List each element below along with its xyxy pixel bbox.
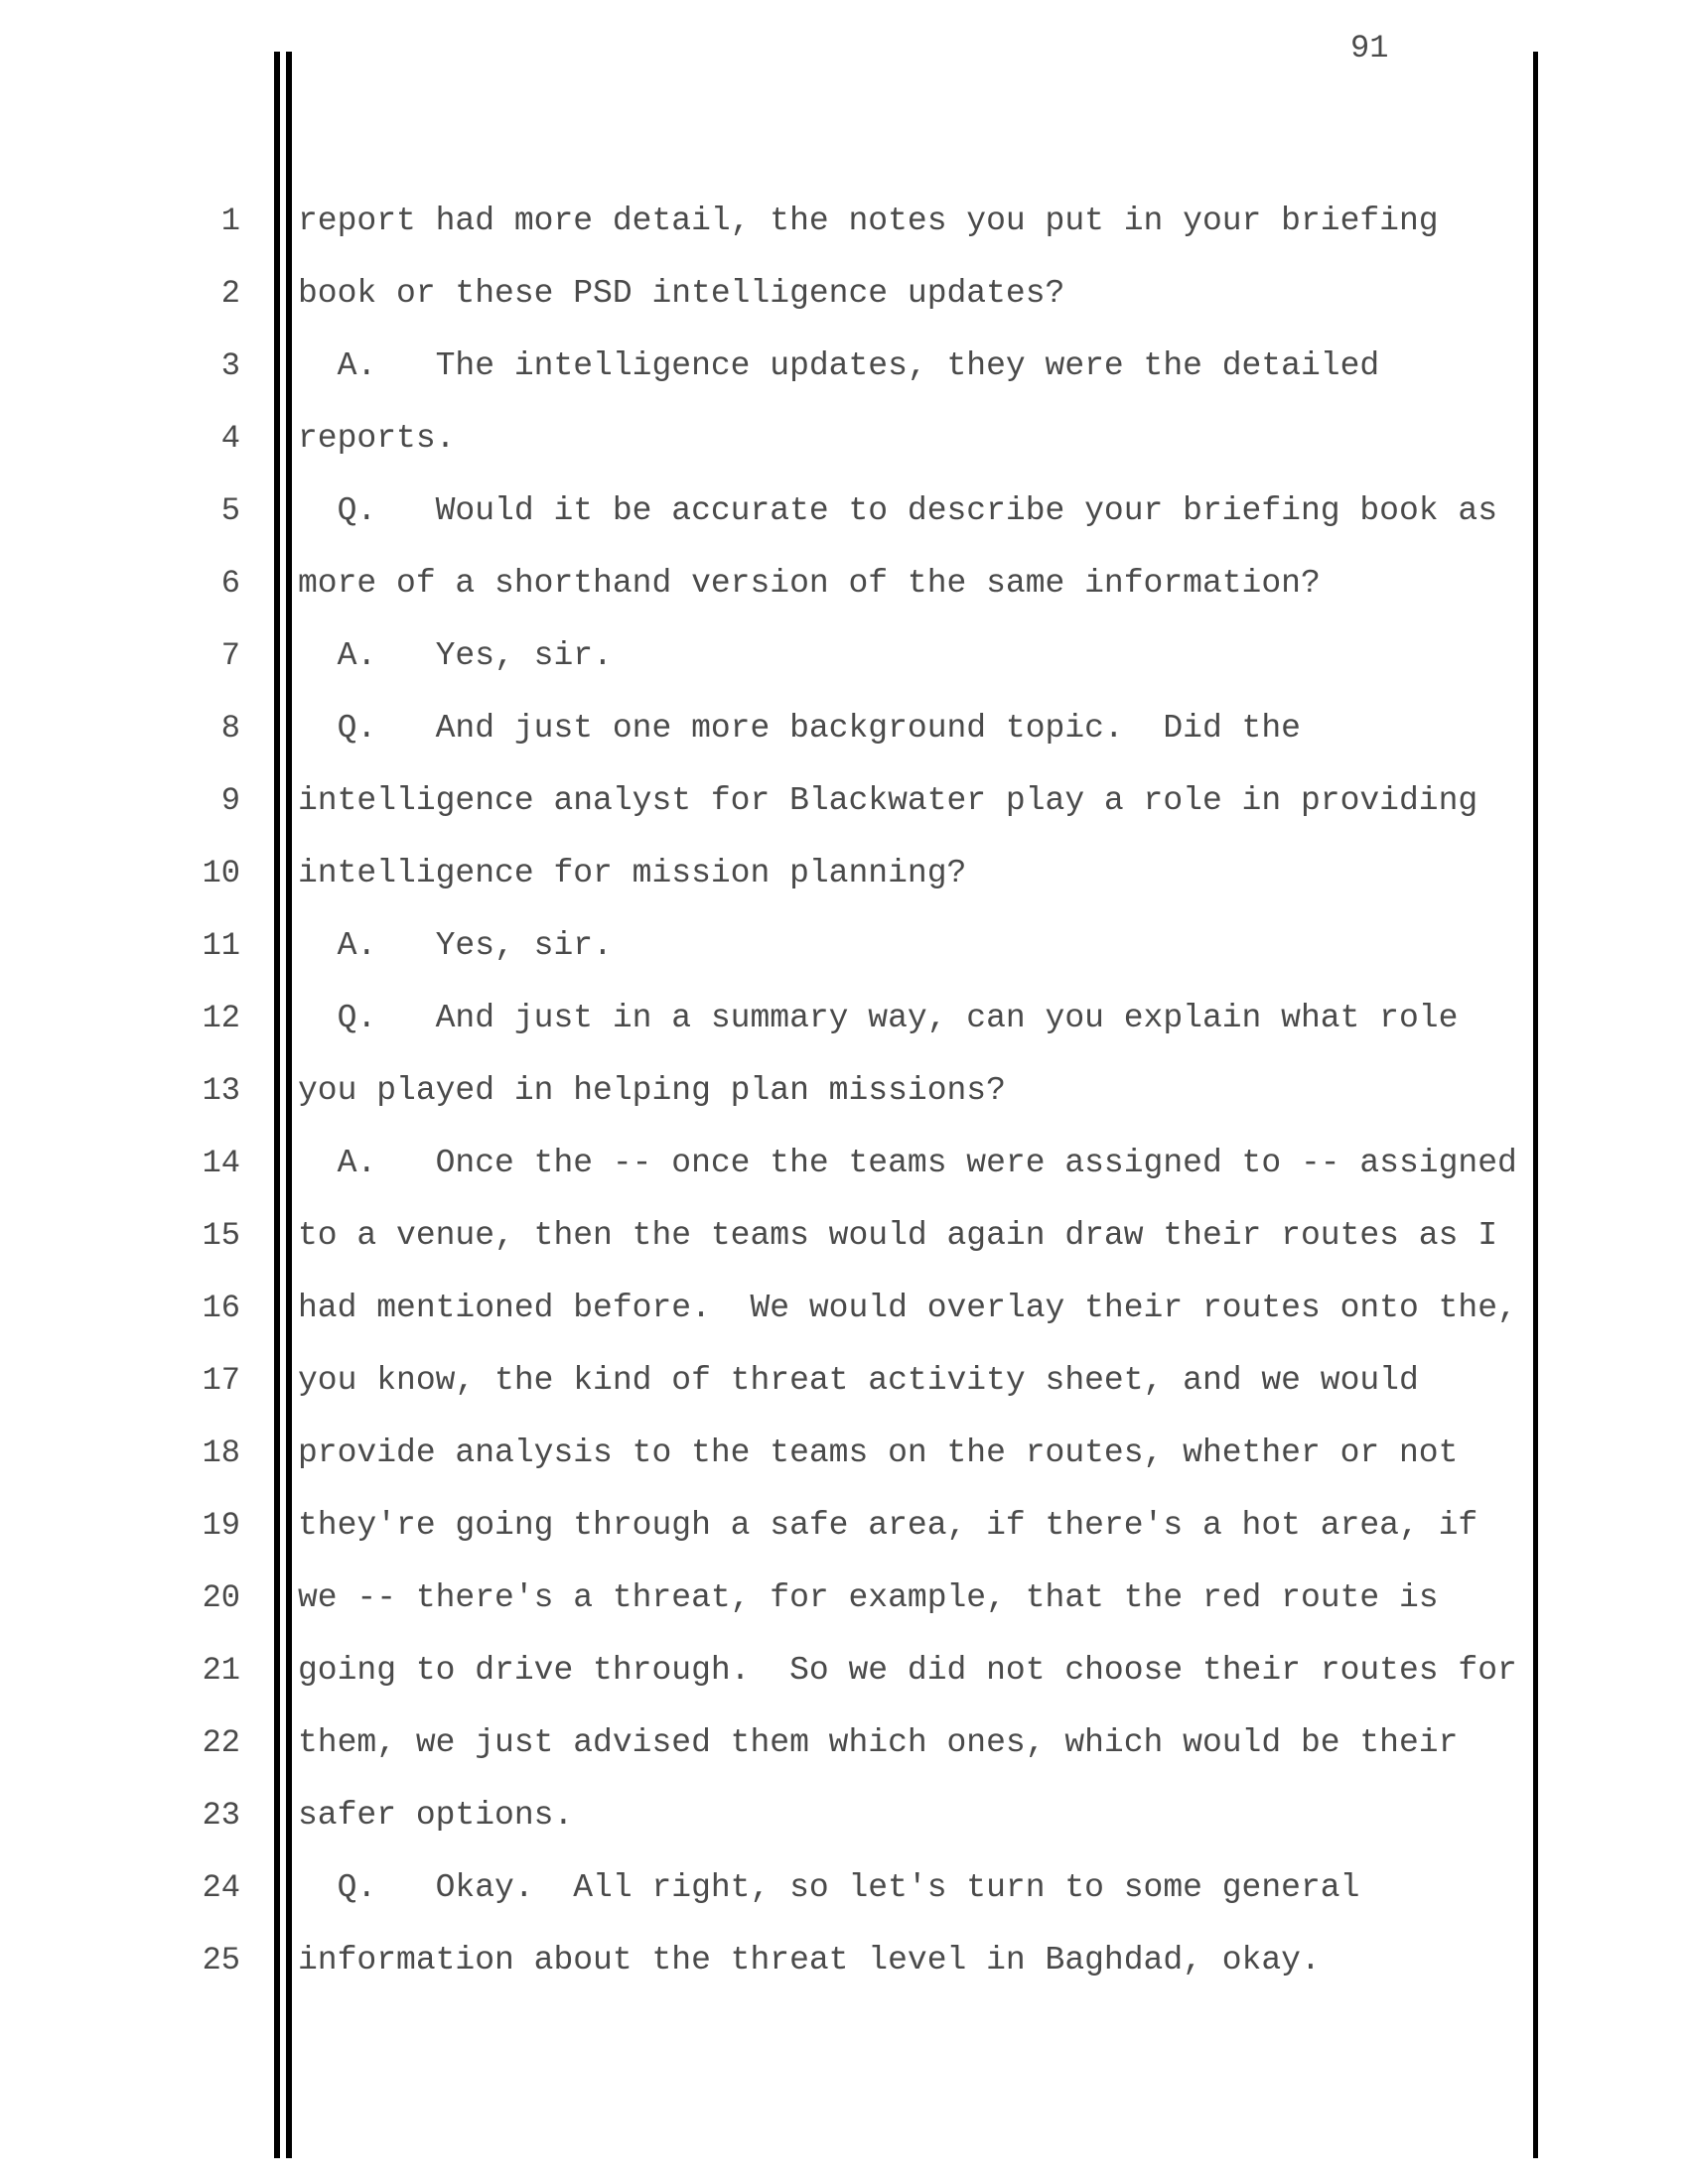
line-number: 14	[202, 1145, 240, 1181]
line-text: you played in helping plan missions?	[298, 1072, 1006, 1109]
line-number: 13	[202, 1072, 240, 1109]
line-text: them, we just advised them which ones, which would be their	[298, 1724, 1459, 1761]
line-number: 1	[220, 203, 240, 239]
line-text: A. Yes, sir.	[298, 927, 613, 964]
line-text: to a venue, then the teams would again draw their routes as I	[298, 1217, 1497, 1254]
line-text: information about the threat level in Baghdad, okay.	[298, 1942, 1321, 1979]
page-number: 91	[1350, 30, 1389, 67]
transcript-line	[0, 916, 1688, 976]
transcript-line	[0, 264, 1688, 324]
transcript-line	[0, 1496, 1688, 1556]
line-number: 9	[220, 782, 240, 819]
line-number: 24	[202, 1869, 240, 1906]
transcript-line	[0, 1279, 1688, 1338]
line-number: 7	[220, 637, 240, 674]
line-text: you know, the kind of threat activity sheet, and we would	[298, 1362, 1419, 1399]
transcript-line	[0, 1786, 1688, 1845]
line-text: reports.	[298, 420, 456, 457]
line-text: had mentioned before. We would overlay their routes onto the,	[298, 1290, 1517, 1326]
transcript-line	[0, 192, 1688, 251]
line-text: book or these PSD intelligence updates?	[298, 275, 1065, 312]
line-number: 23	[202, 1797, 240, 1834]
line-number: 3	[220, 347, 240, 384]
line-text: Q. And just one more background topic. Did the	[298, 710, 1301, 747]
transcript-line	[0, 1713, 1688, 1773]
line-number: 19	[202, 1507, 240, 1544]
transcript-line	[0, 844, 1688, 903]
line-number: 8	[220, 710, 240, 747]
transcript-line	[0, 1061, 1688, 1121]
line-text: A. The intelligence updates, they were the detailed	[298, 347, 1380, 384]
line-text: going to drive through. So we did not choose their routes for	[298, 1652, 1517, 1689]
line-text: provide analysis to the teams on the routes, whether or not	[298, 1434, 1459, 1471]
transcript-line	[0, 1931, 1688, 1990]
transcript-line	[0, 1134, 1688, 1193]
transcript-line	[0, 337, 1688, 396]
line-number: 12	[202, 1000, 240, 1036]
line-text: A. Yes, sir.	[298, 637, 613, 674]
line-number: 5	[220, 492, 240, 529]
transcript-line	[0, 409, 1688, 469]
transcript-line	[0, 699, 1688, 758]
line-text: intelligence for mission planning?	[298, 855, 967, 891]
line-text: intelligence analyst for Blackwater play a role in providing	[298, 782, 1478, 819]
transcript-line	[0, 1858, 1688, 1918]
transcript-line	[0, 989, 1688, 1048]
line-text: Q. And just in a summary way, can you explain what role	[298, 1000, 1459, 1036]
line-text: more of a shorthand version of the same information?	[298, 565, 1321, 602]
line-number: 25	[202, 1942, 240, 1979]
line-number: 18	[202, 1434, 240, 1471]
line-number: 21	[202, 1652, 240, 1689]
line-number: 6	[220, 565, 240, 602]
transcript-line	[0, 1569, 1688, 1628]
line-text: they're going through a safe area, if there's a hot area, if	[298, 1507, 1478, 1544]
transcript-line	[0, 1641, 1688, 1701]
line-text: Q. Okay. All right, so let's turn to some general	[298, 1869, 1360, 1906]
line-text: safer options.	[298, 1797, 574, 1834]
line-number: 4	[220, 420, 240, 457]
line-number: 16	[202, 1290, 240, 1326]
line-number: 10	[202, 855, 240, 891]
line-text: report had more detail, the notes you put in your briefing	[298, 203, 1439, 239]
line-number: 15	[202, 1217, 240, 1254]
line-number: 22	[202, 1724, 240, 1761]
transcript-line	[0, 771, 1688, 831]
transcript-line	[0, 481, 1688, 541]
line-text: A. Once the -- once the teams were assigned to -- assigned	[298, 1145, 1517, 1181]
line-text: we -- there's a threat, for example, that the red route is	[298, 1579, 1439, 1616]
transcript-line	[0, 554, 1688, 614]
transcript-line	[0, 626, 1688, 686]
line-number: 11	[202, 927, 240, 964]
transcript-line	[0, 1206, 1688, 1266]
transcript-line	[0, 1351, 1688, 1411]
line-number: 2	[220, 275, 240, 312]
line-number: 17	[202, 1362, 240, 1399]
transcript-line	[0, 1424, 1688, 1483]
line-number: 20	[202, 1579, 240, 1616]
line-text: Q. Would it be accurate to describe your briefing book as	[298, 492, 1497, 529]
